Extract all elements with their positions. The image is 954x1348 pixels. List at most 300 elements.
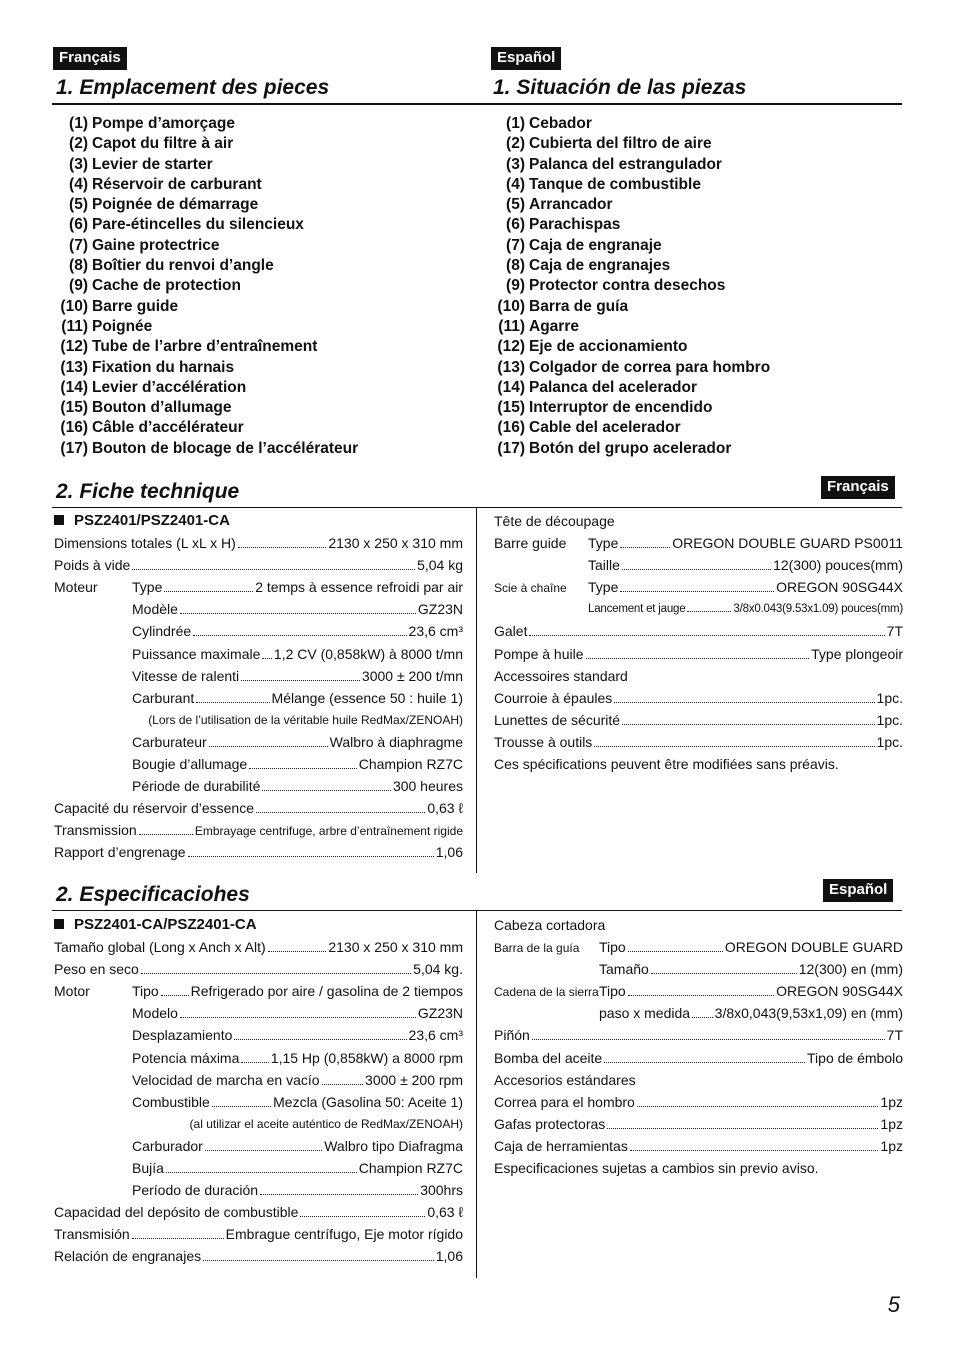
spec-group: Motor <box>54 983 90 1000</box>
parts-list-fr <box>52 114 358 459</box>
part-number: (16) <box>497 419 525 437</box>
spec-row <box>54 643 463 665</box>
part-label: Poignée <box>92 317 153 335</box>
spec-label: Rapport d’engrenage <box>54 844 186 861</box>
part-number: (1) <box>69 115 88 132</box>
spec-row <box>54 709 463 731</box>
part-number: (5) <box>69 196 88 214</box>
spec-value: OREGON DOUBLE GUARD <box>724 939 903 956</box>
spec-label: Relación de engranajes <box>54 1248 202 1265</box>
specs-rule-fr <box>52 507 902 508</box>
list-item <box>489 378 770 398</box>
spec-label: Peso en seco <box>54 961 139 978</box>
spec-row <box>494 731 903 753</box>
part-number: (8) <box>69 257 88 275</box>
part-label: Capot du filtre à air <box>92 135 234 153</box>
spec-row <box>494 620 903 642</box>
dot-leader <box>256 812 425 813</box>
spec-label: Tamaño global (Long x Anch x Alt) <box>54 939 266 956</box>
spec-text: Cabeza cortadora <box>494 917 606 933</box>
list-item <box>52 297 358 317</box>
language-badge-specs-es: Español <box>823 879 893 902</box>
spec-sublabel: Cylindrée <box>132 623 192 640</box>
spec-row <box>54 1002 463 1024</box>
spec-row <box>494 510 903 532</box>
spec-row <box>54 687 463 709</box>
spec-sublabel: Potencia máxima <box>132 1049 240 1066</box>
dot-leader <box>166 1172 357 1173</box>
spec-value: 1pz <box>880 1115 903 1132</box>
list-item <box>489 236 770 256</box>
spec-label: Pompe à huile <box>494 645 584 662</box>
spec-row <box>54 1113 463 1135</box>
spec-value: Tipo de émbolo <box>807 1049 903 1066</box>
spec-value: Champion RZ7C <box>358 1160 463 1177</box>
list-item <box>52 398 358 418</box>
spec-sublabel: Tipo <box>599 983 626 1000</box>
specs-divider-es <box>476 910 477 1278</box>
spec-label: Gafas protectoras <box>494 1115 606 1132</box>
spec-row <box>54 1201 463 1223</box>
spec-value: 1,15 Hp (0,858kW) a 8000 rpm <box>270 1049 463 1066</box>
list-item <box>52 317 358 337</box>
dot-leader <box>622 569 771 570</box>
dot-leader <box>630 1150 879 1151</box>
spec-sublabel: Période de durabilité <box>132 778 261 795</box>
part-label: Barre guide <box>92 297 179 315</box>
part-label: Eje de accionamiento <box>529 338 688 356</box>
part-number: (2) <box>506 135 525 153</box>
spec-value: 12(300) en (mm) <box>798 961 903 978</box>
spec-value: 300hrs <box>420 1182 463 1199</box>
list-item <box>489 215 770 235</box>
part-number: (7) <box>506 236 525 254</box>
spec-sublabel: Modèle <box>132 601 178 618</box>
dot-leader <box>628 995 774 996</box>
spec-group: Barre guide <box>494 535 567 552</box>
part-label: Agarre <box>529 317 579 335</box>
section-title-specs-fr: 2. Fiche technique <box>56 480 240 503</box>
list-item <box>489 337 770 357</box>
spec-row <box>54 1157 463 1179</box>
part-label: Bouton de blocage de l’accélérateur <box>92 439 359 457</box>
spec-value: Embrayage centrifuge, arbre d’entraînement rigide <box>194 824 463 839</box>
square-bullet-icon <box>54 515 64 525</box>
part-number: (3) <box>69 155 88 173</box>
title-rule-es <box>472 103 902 105</box>
part-label: Pare-étincelles du silencieux <box>92 216 304 234</box>
spec-row <box>54 936 463 958</box>
spec-row <box>54 731 463 753</box>
spec-table-es-left <box>54 914 463 1268</box>
dot-leader <box>205 1150 322 1151</box>
dot-leader <box>234 1039 406 1040</box>
spec-value: OREGON DOUBLE GUARD PS0011 <box>672 535 903 552</box>
list-item <box>489 134 770 154</box>
dot-leader <box>161 995 189 996</box>
part-number: (9) <box>69 277 88 295</box>
part-number: (17) <box>497 439 525 457</box>
dot-leader <box>651 973 797 974</box>
spec-row <box>494 1091 903 1113</box>
dot-leader <box>238 547 327 548</box>
parts-list-es <box>489 114 770 459</box>
list-item <box>489 317 770 337</box>
spec-sublabel: Tipo <box>599 939 626 956</box>
part-label: Pompe d’amorçage <box>92 115 235 132</box>
spec-sublabel: Tipo <box>132 983 159 1000</box>
dot-leader <box>637 1106 879 1107</box>
spec-value: 1,2 CV (0,858kW) à 8000 t/mn <box>273 645 463 662</box>
spec-group: Barra de la guía <box>494 941 580 956</box>
spec-value: Mezcla (Gasolina 50: Aceite 1) <box>273 1093 463 1110</box>
spec-row <box>54 598 463 620</box>
spec-text: Ces spécifications peuvent être modifiées sans préavis. <box>494 756 839 773</box>
part-number: (4) <box>506 175 525 193</box>
part-label: Caja de engranaje <box>529 236 662 254</box>
dot-leader <box>141 973 411 974</box>
spec-sublabel: Combustible <box>132 1093 210 1110</box>
spec-value: Refrigerado por aire / gasolina de 2 tiempos <box>190 983 463 1000</box>
part-label: Parachispas <box>529 216 621 234</box>
spec-row <box>494 914 903 936</box>
spec-row <box>494 554 903 576</box>
model-name: PSZ2401-CA/PSZ2401-CA <box>74 916 257 933</box>
spec-label: Piñón <box>494 1027 530 1044</box>
model-heading <box>54 914 463 936</box>
list-item <box>489 418 770 438</box>
dot-leader <box>529 635 884 636</box>
dot-leader <box>209 746 328 747</box>
dot-leader <box>604 1062 805 1063</box>
list-item <box>489 175 770 195</box>
spec-row <box>494 576 903 598</box>
spec-value: 2130 x 250 x 310 mm <box>328 535 463 552</box>
spec-text: Accessoires standard <box>494 667 628 684</box>
title-rule-fr <box>52 103 472 105</box>
part-number: (15) <box>497 399 525 417</box>
spec-value: 1,06 <box>435 1248 463 1265</box>
spec-row <box>54 958 463 980</box>
list-item <box>52 337 358 357</box>
part-number: (10) <box>60 297 88 315</box>
spec-sublabel: Type <box>588 535 619 552</box>
spec-row <box>494 980 903 1002</box>
spec-row <box>494 643 903 665</box>
list-item <box>52 134 358 154</box>
part-number: (14) <box>497 378 525 396</box>
spec-row <box>54 819 463 841</box>
dot-leader <box>203 1260 434 1261</box>
spec-sublabel: Puissance maximale <box>132 645 261 662</box>
spec-row <box>494 598 903 620</box>
dot-leader <box>212 1106 271 1107</box>
part-label: Cebador <box>529 115 592 132</box>
part-label: Gaine protectrice <box>92 236 220 254</box>
part-number: (17) <box>60 439 88 457</box>
dot-leader <box>262 790 391 791</box>
list-item <box>489 114 770 134</box>
dot-leader <box>180 613 416 614</box>
part-label: Boîtier du renvoi d’angle <box>92 257 274 275</box>
spec-value: 3/8x0,043(9,53x1,09) en (mm) <box>714 1005 903 1022</box>
section-title-parts-es: 1. Situación de las piezas <box>493 76 747 99</box>
spec-group: Moteur <box>54 579 98 596</box>
list-item <box>52 215 358 235</box>
spec-group: Scie à chaîne <box>494 581 567 596</box>
list-item <box>489 155 770 175</box>
spec-note: (al utilizar el aceite auténtico de RedMax/ZENOAH) <box>189 1116 463 1131</box>
spec-sublabel: Velocidad de marcha en vacío <box>132 1071 320 1088</box>
dot-leader <box>594 746 874 747</box>
spec-value: 1pz <box>880 1093 903 1110</box>
dot-leader <box>692 1017 713 1018</box>
part-label: Levier de starter <box>92 155 213 173</box>
part-number: (14) <box>60 378 88 396</box>
spec-label: Courroie à épaules <box>494 689 613 706</box>
spec-row <box>494 665 903 687</box>
part-label: Câble d’accélérateur <box>92 419 244 437</box>
spec-value: 7T <box>886 1027 903 1044</box>
spec-row <box>54 1047 463 1069</box>
list-item <box>52 276 358 296</box>
part-number: (7) <box>69 236 88 254</box>
part-number: (11) <box>61 317 88 335</box>
dot-leader <box>132 569 415 570</box>
spec-value: 23,6 cm³ <box>408 623 463 640</box>
part-label: Arrancador <box>529 196 613 214</box>
spec-label: Poids à vide <box>54 557 131 574</box>
spec-value: 0,63 ℓ <box>427 800 463 817</box>
part-label: Cable del acelerador <box>529 419 681 437</box>
spec-value: 12(300) pouces(mm) <box>773 557 903 574</box>
spec-value: 5,04 kg. <box>413 961 463 978</box>
part-number: (13) <box>497 358 525 376</box>
dot-leader <box>628 951 723 952</box>
spec-sublabel: Type <box>132 579 163 596</box>
spec-value: 1pz <box>880 1137 903 1154</box>
spec-label: Correa para el hombro <box>494 1093 635 1110</box>
spec-label: Capacidad del depósito de combustible <box>54 1204 299 1221</box>
spec-row <box>54 1245 463 1267</box>
spec-value: 5,04 kg <box>417 557 463 574</box>
spec-label: Transmission <box>54 822 137 839</box>
spec-group: Cadena de la sierra <box>494 985 599 1000</box>
list-item <box>52 378 358 398</box>
dot-leader <box>193 635 406 636</box>
list-item <box>52 358 358 378</box>
spec-label: Bomba del aceite <box>494 1049 603 1066</box>
spec-row <box>54 1091 463 1113</box>
spec-value: Walbro tipo Diafragma <box>324 1137 463 1154</box>
dot-leader <box>300 1216 425 1217</box>
spec-value: 2130 x 250 x 310 mm <box>328 939 463 956</box>
part-label: Colgador de correa para hombro <box>529 358 771 376</box>
spec-sublabel: Carburant <box>132 689 195 706</box>
square-bullet-icon <box>54 919 64 929</box>
part-label: Levier d’accélération <box>92 378 247 396</box>
part-number: (1) <box>506 115 525 132</box>
part-label: Tanque de combustible <box>529 175 701 193</box>
spec-sublabel: Taille <box>588 557 620 574</box>
list-item <box>52 439 358 459</box>
dot-leader <box>586 658 810 659</box>
dot-leader <box>322 1084 363 1085</box>
part-number: (11) <box>498 317 525 335</box>
part-label: Bouton d’allumage <box>92 399 232 417</box>
spec-sublabel: Bujía <box>132 1160 164 1177</box>
part-number: (10) <box>497 297 525 315</box>
spec-value: Type plongeoir <box>811 645 903 662</box>
part-number: (13) <box>60 358 88 376</box>
spec-row <box>54 753 463 775</box>
spec-row <box>494 532 903 554</box>
part-number: (6) <box>69 216 88 234</box>
spec-value: 2 temps à essence refroidi par air <box>255 579 463 596</box>
part-label: Caja de engranajes <box>529 257 671 275</box>
spec-value: Walbro à diaphragme <box>329 733 463 750</box>
dot-leader <box>262 658 272 659</box>
spec-value: 3000 ± 200 rpm <box>365 1071 463 1088</box>
part-label: Réservoir de carburant <box>92 175 262 193</box>
spec-sublabel: Período de duración <box>132 1182 259 1199</box>
part-label: Palanca del estrangulador <box>529 155 722 173</box>
dot-leader <box>188 856 434 857</box>
spec-sublabel: Modelo <box>132 1005 178 1022</box>
spec-label: Galet <box>494 623 528 640</box>
part-label: Tube de l’arbre d’entraînement <box>92 338 318 356</box>
spec-row <box>54 1135 463 1157</box>
part-number: (12) <box>60 338 88 356</box>
language-badge-es: Español <box>491 47 561 70</box>
part-label: Cubierta del filtro de aire <box>529 135 712 153</box>
part-label: Poignée de démarrage <box>92 196 259 214</box>
spec-value: 23,6 cm³ <box>408 1027 463 1044</box>
dot-leader <box>532 1039 885 1040</box>
list-item <box>52 256 358 276</box>
spec-row <box>494 1047 903 1069</box>
dot-leader <box>607 1128 878 1129</box>
specs-divider-fr <box>476 507 477 873</box>
spec-row <box>54 1024 463 1046</box>
spec-row <box>494 958 903 980</box>
part-number: (3) <box>506 155 525 173</box>
list-item <box>52 195 358 215</box>
dot-leader <box>180 1017 416 1018</box>
list-item <box>489 297 770 317</box>
dot-leader <box>687 611 731 612</box>
list-item <box>52 155 358 175</box>
spec-note: (Lors de l’utilisation de la véritable huile RedMax/ZENOAH) <box>148 712 463 727</box>
spec-value: 0,63 ℓ <box>427 1204 463 1221</box>
dot-leader <box>132 1238 224 1239</box>
spec-sublabel: Carburateur <box>132 733 207 750</box>
specs-rule-es <box>52 910 902 911</box>
dot-leader <box>241 680 360 681</box>
spec-row <box>494 936 903 958</box>
part-number: (15) <box>60 399 88 417</box>
spec-row <box>54 841 463 863</box>
spec-row <box>54 1179 463 1201</box>
section-title-specs-es: 2. Especificaciohes <box>56 883 250 906</box>
spec-row <box>54 775 463 797</box>
spec-value: 300 heures <box>392 778 463 795</box>
part-label: Interruptor de encendido <box>529 399 713 417</box>
spec-text: Especificaciones sujetas a cambios sin previo aviso. <box>494 1160 819 1177</box>
part-number: (5) <box>506 196 525 214</box>
part-label: Barra de guía <box>529 297 629 315</box>
page-number: 5 <box>887 1292 900 1317</box>
list-item <box>489 256 770 276</box>
spec-value: 3000 ± 200 t/mn <box>361 667 463 684</box>
part-label: Botón del grupo acelerador <box>529 439 732 457</box>
spec-sublabel: Tamaño <box>599 961 649 978</box>
language-badge-fr: Français <box>53 47 127 70</box>
part-label: Fixation du harnais <box>92 358 235 376</box>
part-number: (8) <box>506 257 525 275</box>
spec-sublabel: Vitesse de ralenti <box>132 667 240 684</box>
language-badge-specs-fr: Français <box>821 476 895 499</box>
spec-value: 1pc. <box>876 711 903 728</box>
spec-value: 3/8x0.043(9.53x1.09) pouces(mm) <box>733 603 903 616</box>
spec-label: Caja de herramientas <box>494 1137 628 1154</box>
list-item <box>489 358 770 378</box>
list-item <box>52 236 358 256</box>
spec-sublabel: Desplazamiento <box>132 1027 233 1044</box>
dot-leader <box>620 591 774 592</box>
spec-row <box>494 709 903 731</box>
spec-text: Tête de découpage <box>494 513 615 529</box>
spec-row <box>54 532 463 554</box>
spec-row <box>494 687 903 709</box>
spec-table-es-right <box>494 914 903 1179</box>
spec-label: Capacité du réservoir d’essence <box>54 800 254 817</box>
spec-value: OREGON 90SG44X <box>776 579 903 596</box>
spec-value: GZ23N <box>417 1005 463 1022</box>
spec-label: Transmisión <box>54 1226 130 1243</box>
part-number: (12) <box>497 338 525 356</box>
dot-leader <box>614 702 874 703</box>
spec-row <box>54 980 463 1002</box>
spec-row <box>494 1113 903 1135</box>
part-number: (6) <box>506 216 525 234</box>
model-heading <box>54 510 463 532</box>
spec-label: Dimensions totales (L xL x H) <box>54 535 236 552</box>
spec-value: 1pc. <box>876 689 903 706</box>
dot-leader <box>139 834 193 835</box>
spec-label: Trousse à outils <box>494 733 593 750</box>
spec-sublabel: Carburador <box>132 1137 203 1154</box>
dot-leader <box>620 547 670 548</box>
spec-table-fr-right <box>494 510 903 775</box>
spec-value: 7T <box>886 623 903 640</box>
list-item <box>489 195 770 215</box>
spec-sublabel: paso x medida <box>599 1005 691 1022</box>
spec-sublabel: Type <box>588 579 619 596</box>
spec-row <box>54 1223 463 1245</box>
dot-leader <box>260 1194 418 1195</box>
list-item <box>489 439 770 459</box>
dot-leader <box>268 951 327 952</box>
dot-leader <box>164 591 253 592</box>
spec-row <box>494 1002 903 1024</box>
list-item <box>489 276 770 296</box>
part-number: (9) <box>506 277 525 295</box>
spec-value: OREGON 90SG44X <box>776 983 903 1000</box>
part-label: Palanca del acelerador <box>529 378 698 396</box>
spec-value: Embrague centrífugo, Eje motor rígido <box>225 1226 463 1243</box>
spec-value: Mélange (essence 50 : huile 1) <box>271 689 463 706</box>
